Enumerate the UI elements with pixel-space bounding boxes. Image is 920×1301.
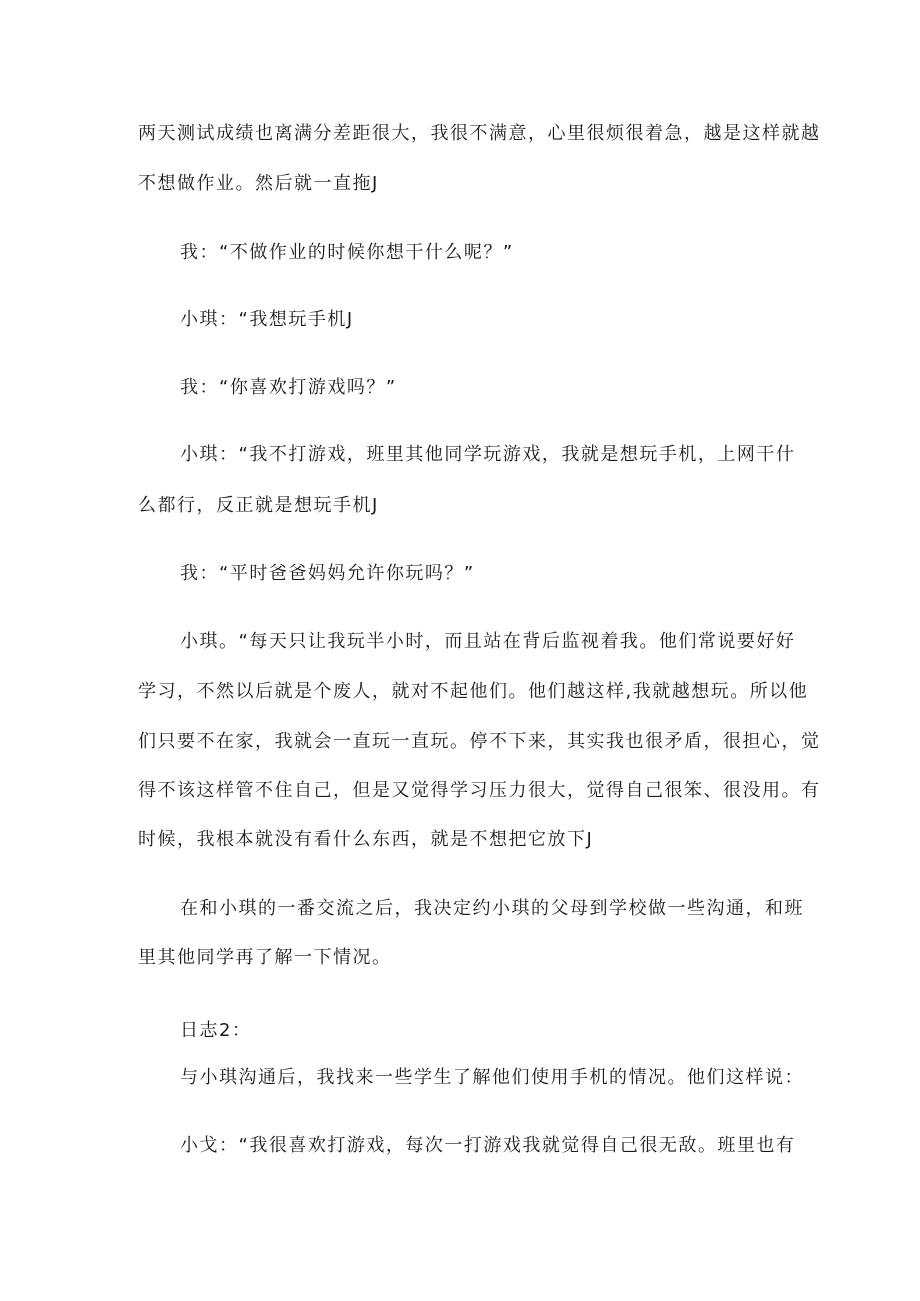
paragraph-line: 两天测试成绩也离满分差距很大，我很不满意，心里很烦很着急，越是这样就越 xyxy=(138,123,821,144)
paragraph-line: 里其他同学再了解一下情况。 xyxy=(138,947,392,968)
dialogue-line: 我：“平时爸爸妈妈允许你玩吗？” xyxy=(180,563,475,584)
dialogue-line: 时候，我根本就没有看什么东西，就是不想把它放下J xyxy=(138,829,594,850)
dialogue-line: 们只要不在家，我就会一直玩一直玩。停不下来，其实我也很矛盾，很担心，觉 xyxy=(138,731,821,752)
dialogue-line: 小琪：“我不打游戏，班里其他同学玩游戏，我就是想玩手机，上网干什 xyxy=(180,444,796,465)
dialogue-line: 我：“不做作业的时候你想干什么呢？” xyxy=(180,242,514,263)
paragraph-line: 与小琪沟通后，我找来一些学生了解他们使用手机的情况。他们这样说： xyxy=(180,1067,804,1088)
paragraph-line: 不想做作业。然后就一直拖J xyxy=(138,173,379,194)
dialogue-line: 小戈：“我很喜欢打游戏，每次一打游戏我就觉得自己很无敌。班里也有 xyxy=(180,1135,796,1156)
dialogue-line: 得不该这样管不住自己，但是又觉得学习压力很大，觉得自己很笨、很没用。有 xyxy=(138,780,821,801)
dialogue-line: 我：“你喜欢打游戏吗？” xyxy=(180,377,397,398)
log-heading: 日志2： xyxy=(180,1020,252,1041)
dialogue-line: 小琪。“每天只让我玩半小时，而且站在背后监视着我。他们常说要好好 xyxy=(180,631,796,652)
dialogue-line: 小琪：“我想玩手机J xyxy=(180,309,354,330)
dialogue-line: 学习，不然以后就是个废人，就对不起他们。他们越这样,我就越想玩。所以他 xyxy=(138,681,809,702)
dialogue-line: 么都行，反正就是想玩手机J xyxy=(138,495,379,516)
paragraph-line: 在和小琪的一番交流之后，我决定约小琪的父母到学校做一些沟通，和班 xyxy=(180,898,804,919)
